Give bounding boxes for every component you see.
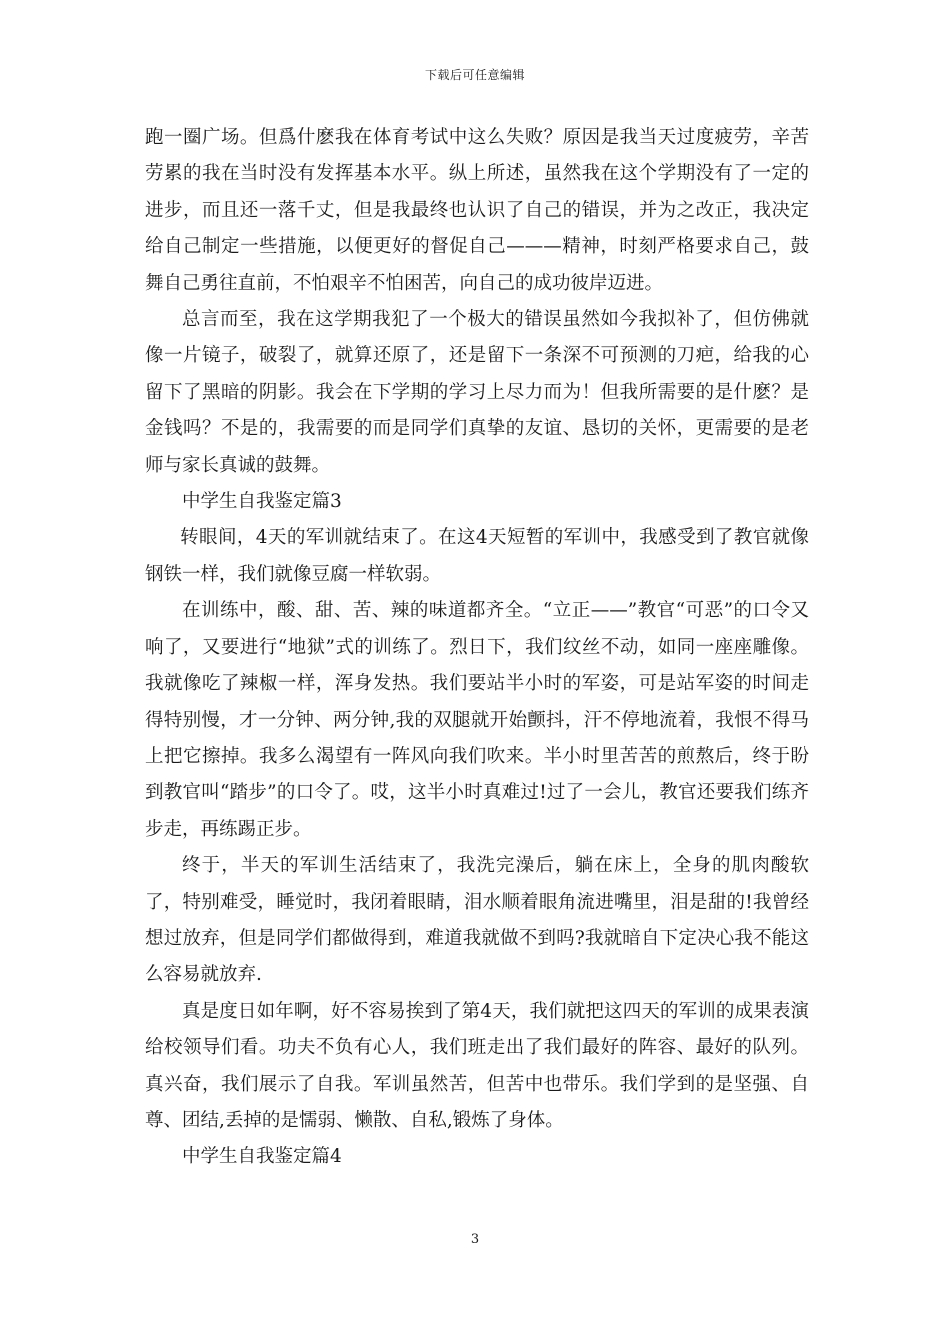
document-body [145, 120, 809, 1176]
paragraph-continuation: 跑一圈广场。但爲什麽我在体育考试中这么失败？原因是我当天过度疲劳，辛苦劳累的我在当时没有发挥基本水平。纵上所述，虽然我在这个学期没有了一定的进步，而且还一落千丈，但是我最终也认识了自己的错误，并为之改正，我决定给自己制定一些措施，以便更好的督促自己———精神，时刻严格要求自己，鼓舞自己勇往直前，不怕艰辛不怕困苦，向自己的成功彼岸迈进。 [145, 127, 809, 294]
page-number: 3 [470, 1232, 480, 1247]
paragraph-military-training-intro: 转眼间，4天的军训就结束了。在这4天短暂的军训中，我感受到了教官就像钢铁一样，我们就像豆腐一样软弱。 [145, 527, 809, 585]
page-header: 下载后可任意编辑 [424, 68, 525, 82]
section-heading-3: 中学生自我鉴定篇3 [182, 491, 342, 513]
paragraph-training-end: 终于，半天的军训生活结束了，我洗完澡后，躺在床上，全身的肌肉酸软了，特别难受，睡觉时，我闭着眼睛，泪水顺着眼角流进嘴里，泪是甜的!我曾经想过放弃，但是同学们都做得到，难道我就做不到吗?我就暗自下定决心我不能这么容易就放弃. [145, 855, 809, 986]
paragraph-training-experience: 在训练中，酸、甜、苦、辣的味道都齐全。“立正——”教官“可恶”的口令又响了，又要进行“地狱”式的训练了。烈日下，我们纹丝不动，如同一座座雕像。我就像吃了辣椒一样，浑身发热。我们要站半小时的军姿，可是站军姿的时间走得特别慢，才一分钟、两分钟,我的双腿就开始颤抖，汗不停地流着，我恨不得马上把它擦掉。我多么渴望有一阵风向我们吹来。半小时里苦苦的煎熬后，终于盼到教官叫“踏步”的口令了。哎，这半小时真难过!过了一会儿，教官还要我们练齐步走，再练踢正步。 [145, 600, 809, 840]
section-heading-4: 中学生自我鉴定篇4 [182, 1146, 342, 1168]
paragraph-summary: 总言而至，我在这学期我犯了一个极大的错误虽然如今我拟补了，但仿佛就像一片镜子，破裂了，就算还原了，还是留下一条深不可预测的刀疤，给我的心留下了黑暗的阴影。我会在下学期的学习上尽力而为！但我所需要的是什麽？是金钱吗？不是的，我需要的而是同学们真挚的友谊、恳切的关怀，更需要的是老师与家长真诚的鼓舞。 [145, 309, 809, 476]
paragraph-performance: 真是度日如年啊，好不容易挨到了第4天，我们就把这四天的军训的成果表演给校领导们看。功夫不负有心人，我们班走出了我们最好的阵容、最好的队列。真兴奋，我们展示了自我。军训虽然苦，但苦中也带乐。我们学到的是坚强、自尊、团结,丢掉的是懦弱、懒散、自私,锻炼了身体。 [145, 1000, 809, 1131]
